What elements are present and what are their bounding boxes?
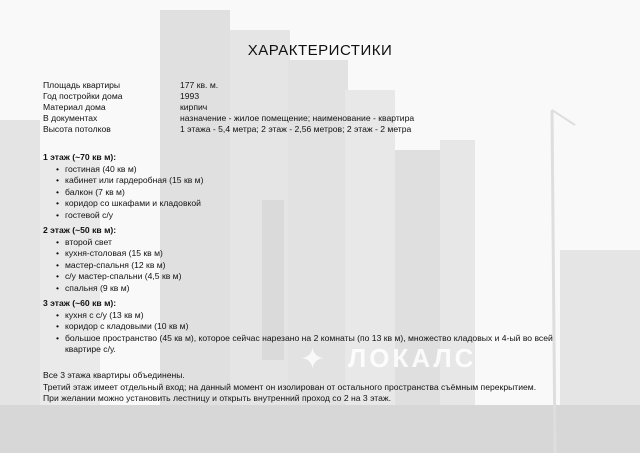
- spec-label: Высота потолков: [43, 124, 111, 134]
- list-item: • коридор с кладовыми (10 кв м): [56, 321, 553, 333]
- list-item: • кабинет или гардеробная (15 кв м): [56, 175, 203, 187]
- list-item: • мастер-спальня (12 кв м): [56, 260, 181, 272]
- watermark-logo-icon: ✦: [300, 343, 326, 376]
- floor-1-title: 1 этаж (~70 кв м):: [43, 152, 117, 162]
- list-item: • коридор со шкафами и кладовкой: [56, 198, 203, 210]
- floor-3-title: 3 этаж (~60 кв м):: [43, 298, 117, 308]
- list-item: • гостевой с/у: [56, 210, 203, 222]
- spec-row: [43, 113, 414, 124]
- spec-label: Площадь квартиры: [43, 80, 121, 90]
- floor-1-list: [43, 164, 203, 222]
- spec-label: В документах: [43, 113, 98, 123]
- list-item: • гостиная (40 кв м): [56, 164, 203, 176]
- floor-2-title: 2 этаж (~50 кв м):: [43, 225, 117, 235]
- watermark-text: ЛОКАЛС: [348, 343, 477, 373]
- spec-value: кирпич: [180, 102, 208, 112]
- list-item: • с/у мастер-спальни (4,5 кв м): [56, 271, 181, 283]
- list-item: • спальня (9 кв м): [56, 283, 181, 295]
- list-item: • кухня с с/у (13 кв м): [56, 310, 553, 322]
- spec-row: [43, 91, 414, 102]
- summary-line: Третий этаж имеет отдельный вход; на данный момент он изолирован от остального пространства съёмным перекрытием.: [43, 381, 537, 392]
- list-item: • кухня-столовая (15 кв м): [56, 248, 181, 260]
- summary-line: Все 3 этажа квартиры объединены.: [43, 370, 185, 380]
- summary-text: [43, 370, 536, 405]
- specs-list: [43, 80, 414, 135]
- floor-2-list: [43, 237, 181, 295]
- spec-row: [43, 124, 414, 135]
- list-item: • большое пространство (45 кв м), которое сейчас нарезано на 2 комнаты (по 13 кв м), множество кладовых и 4-ый во всей: [56, 333, 553, 345]
- spec-value: 1993: [180, 91, 200, 101]
- floor-1-section: [43, 152, 203, 222]
- spec-value: назначение - жилое помещение; наименование - квартира: [180, 113, 415, 123]
- page-title: ХАРАКТЕРИСТИКИ: [247, 42, 393, 59]
- spec-value: 177 кв. м.: [180, 80, 219, 90]
- list-item: • балкон (7 кв м): [56, 187, 203, 199]
- spec-row: [43, 80, 414, 91]
- list-item: • второй свет: [56, 237, 181, 249]
- spec-row: [43, 102, 414, 113]
- spec-label: Материал дома: [43, 102, 106, 112]
- floor-2-section: [43, 225, 181, 295]
- summary-line: При желании можно установить лестницу и открыть внутренний проход со 2 на 3 этаж.: [43, 393, 392, 403]
- list-item-continuation: квартире с/у.: [65, 344, 116, 355]
- spec-label: Год постройки дома: [43, 91, 123, 101]
- spec-value: 1 этажа - 5,4 метра; 2 этаж - 2,56 метров; 2 этаж - 2 метра: [180, 124, 412, 134]
